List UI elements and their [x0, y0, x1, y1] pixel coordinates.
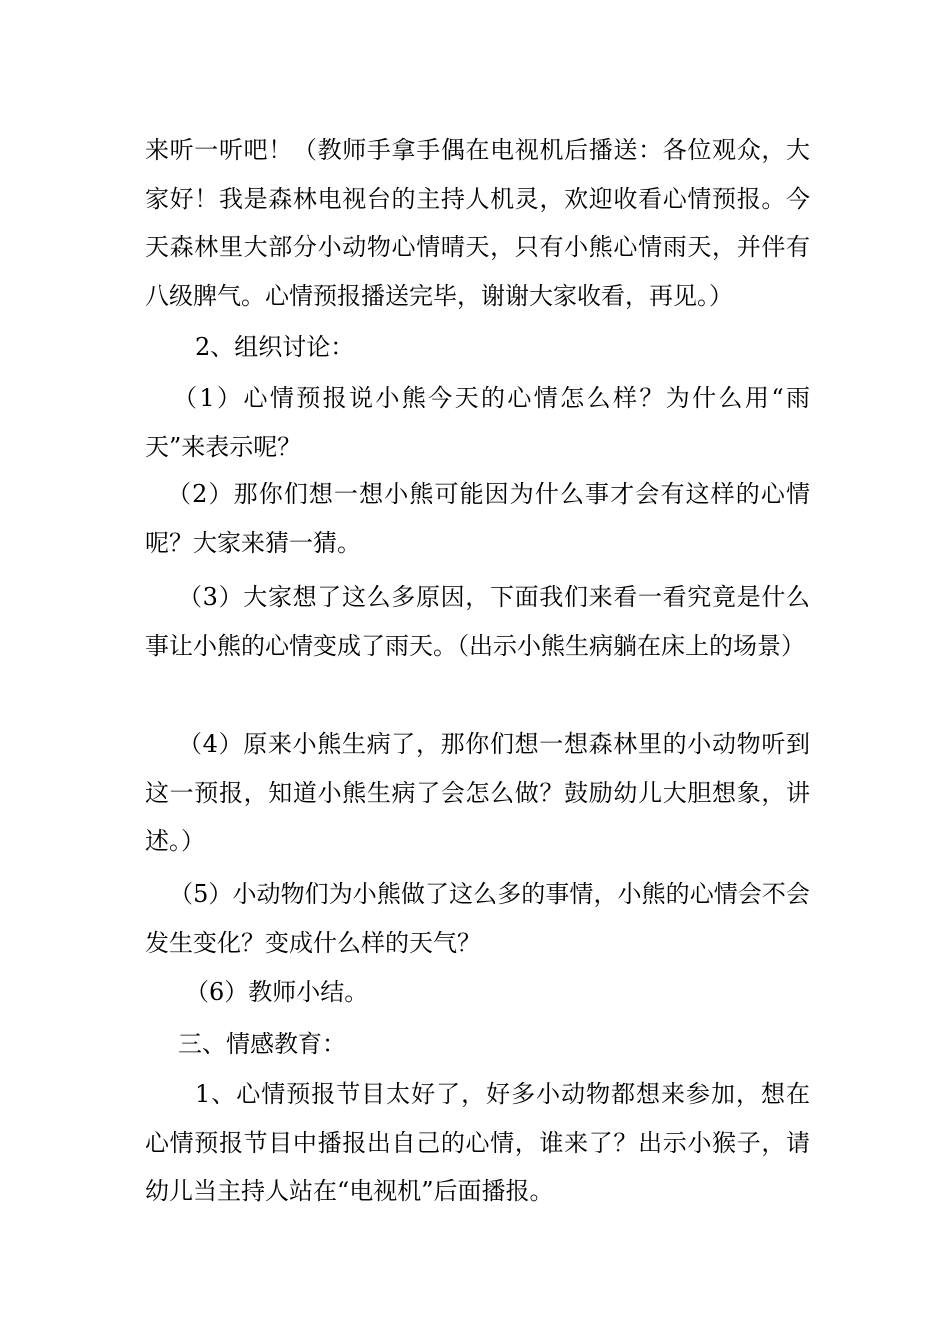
- heading-emotional-education: 三、情感教育：: [178, 1030, 346, 1058]
- paragraph-question-1: （1）心情预报说小熊今天的心情怎么样？为什么用“雨天”来表示呢？: [145, 384, 810, 461]
- paragraph-intro: 来听一听吧！（教师手拿手偶在电视机后播送：各位观众，大家好！我是森林电视台的主持人机灵，欢迎收看心情预报。今天森林里大部分小动物心情晴天，只有小熊心情雨天，并伴有八级脾气。心情预报播送完毕，谢谢大家收看，再见。）: [145, 136, 810, 310]
- paragraph-question-6: （6）教师小结。: [185, 978, 369, 1006]
- paragraph-emotional-1: 1、心情预报节目太好了，好多小动物都想来参加，想在心情预报节目中播报出自己的心情，谁来了？出示小猴子，请幼儿当主持人站在“电视机”后面播报。: [145, 1080, 810, 1205]
- heading-discussion: 2、组织讨论：: [195, 333, 355, 361]
- paragraph-question-5: （5）小动物们为小熊做了这么多的事情，小熊的心情会不会发生变化？变成什么样的天气？: [145, 880, 810, 957]
- paragraph-question-3: （3）大家想了这么多原因，下面我们来看一看究竟是什么事让小熊的心情变成了雨天。（出示小熊生病躺在床上的场景）: [145, 583, 810, 660]
- paragraph-question-2: （2）那你们想一想小熊可能因为什么事才会有这样的心情呢？大家来猜一猜。: [145, 480, 810, 557]
- paragraph-question-4: （4）原来小熊生病了，那你们想一想森林里的小动物听到这一预报，知道小熊生病了会怎么做？鼓励幼儿大胆想象，讲述。）: [145, 730, 810, 855]
